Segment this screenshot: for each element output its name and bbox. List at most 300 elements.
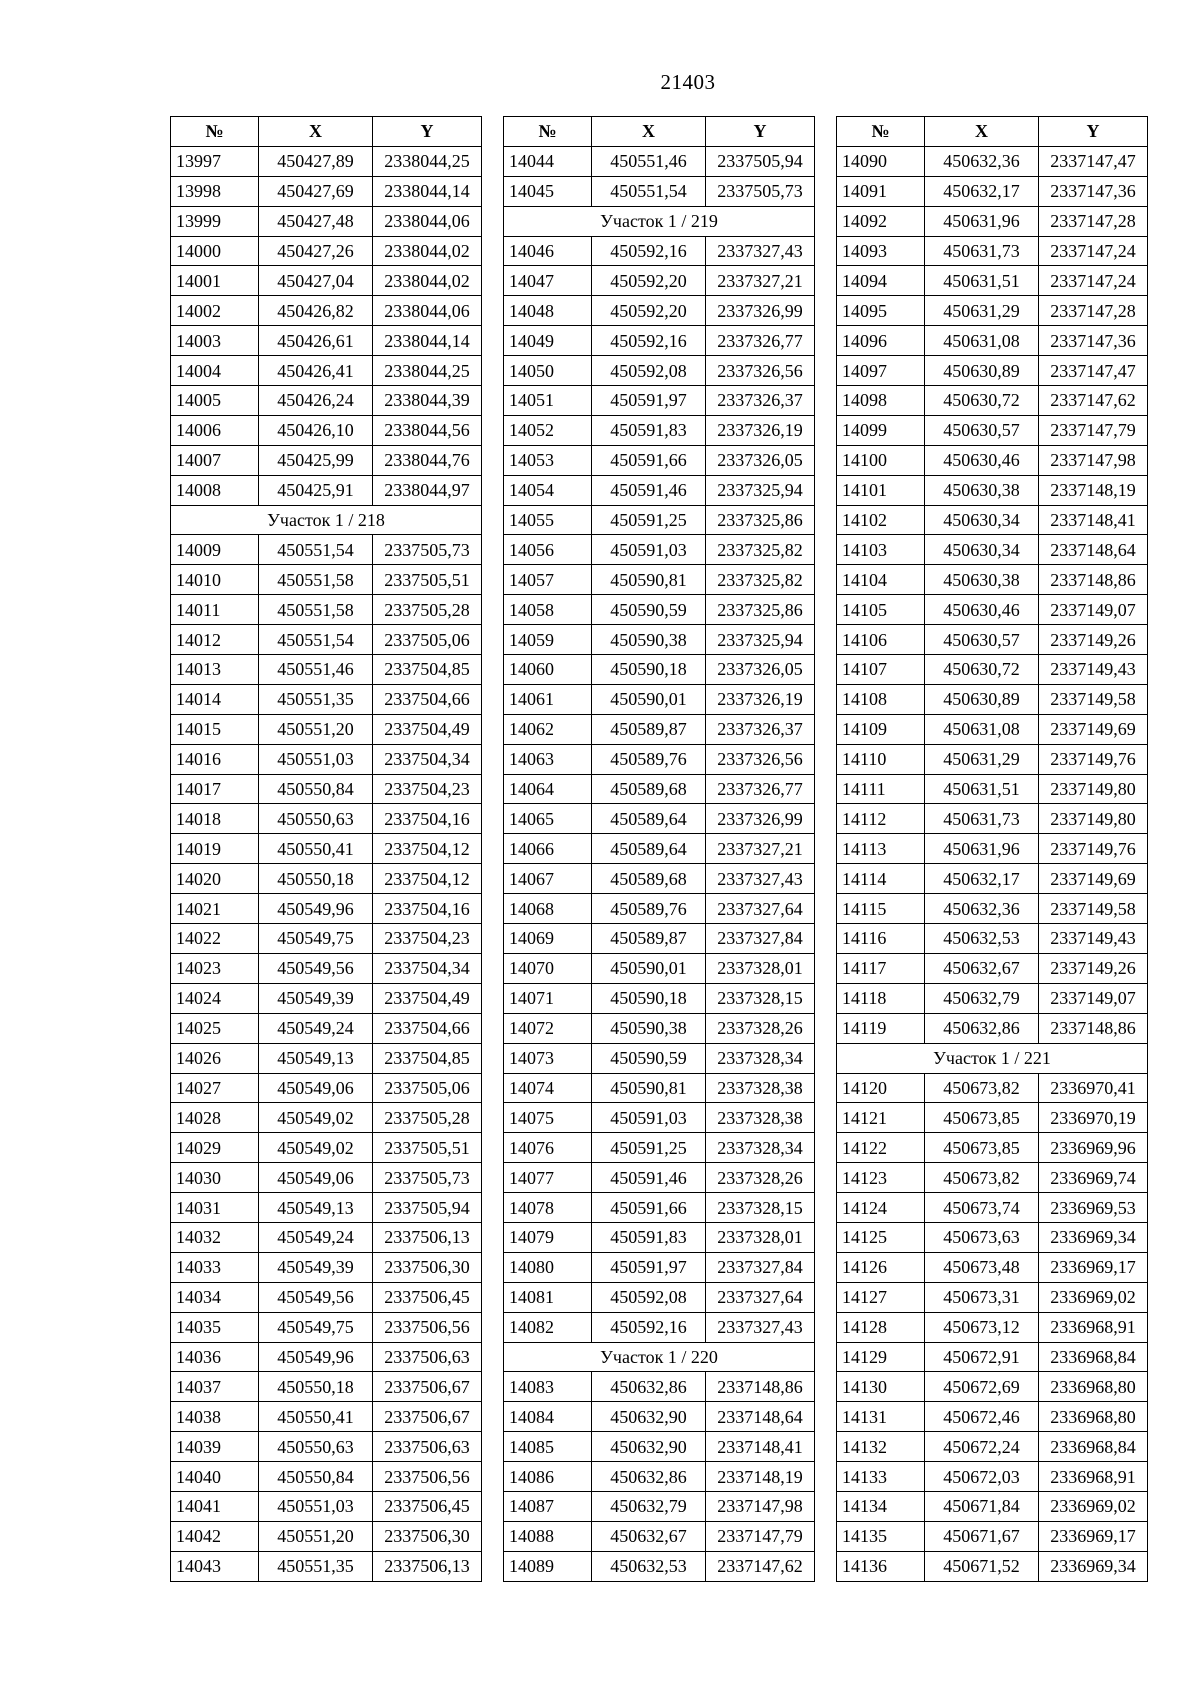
section-row bbox=[504, 1342, 815, 1372]
y-coordinate: 2337505,06 bbox=[373, 625, 482, 655]
y-coordinate: 2337326,99 bbox=[706, 296, 815, 326]
x-coordinate: 450632,53 bbox=[592, 1551, 706, 1581]
table-row bbox=[171, 834, 482, 864]
y-coordinate: 2336969,96 bbox=[1039, 1133, 1148, 1163]
table-row bbox=[171, 386, 482, 416]
y-coordinate: 2337504,85 bbox=[373, 1043, 482, 1073]
x-coordinate: 450630,72 bbox=[925, 386, 1039, 416]
table-row bbox=[504, 1491, 815, 1521]
point-number: 14129 bbox=[837, 1342, 925, 1372]
table-row bbox=[171, 565, 482, 595]
point-number: 14072 bbox=[504, 1013, 592, 1043]
table-row bbox=[504, 655, 815, 685]
point-number: 14052 bbox=[504, 415, 592, 445]
y-coordinate: 2337149,69 bbox=[1039, 714, 1148, 744]
y-coordinate: 2337149,07 bbox=[1039, 595, 1148, 625]
table-row bbox=[837, 505, 1148, 535]
point-number: 14046 bbox=[504, 236, 592, 266]
x-coordinate: 450551,54 bbox=[259, 535, 373, 565]
table-row bbox=[504, 1402, 815, 1432]
header-number: № bbox=[837, 117, 925, 147]
point-number: 14029 bbox=[171, 1133, 259, 1163]
table-row bbox=[504, 1193, 815, 1223]
x-coordinate: 450425,91 bbox=[259, 475, 373, 505]
point-number: 14126 bbox=[837, 1252, 925, 1282]
point-number: 14060 bbox=[504, 655, 592, 685]
point-number: 14123 bbox=[837, 1163, 925, 1193]
y-coordinate: 2337147,24 bbox=[1039, 266, 1148, 296]
x-coordinate: 450549,24 bbox=[259, 1222, 373, 1252]
table-row bbox=[171, 1372, 482, 1402]
point-number: 14124 bbox=[837, 1193, 925, 1223]
table-row bbox=[171, 176, 482, 206]
point-number: 14034 bbox=[171, 1282, 259, 1312]
table-row bbox=[504, 415, 815, 445]
table-row bbox=[837, 146, 1148, 176]
x-coordinate: 450549,24 bbox=[259, 1013, 373, 1043]
x-coordinate: 450550,18 bbox=[259, 1372, 373, 1402]
x-coordinate: 450630,34 bbox=[925, 505, 1039, 535]
point-number: 14127 bbox=[837, 1282, 925, 1312]
x-coordinate: 450592,08 bbox=[592, 356, 706, 386]
x-coordinate: 450551,54 bbox=[592, 176, 706, 206]
table-row bbox=[504, 1133, 815, 1163]
point-number: 14102 bbox=[837, 505, 925, 535]
section-title: Участок 1 / 219 bbox=[504, 206, 815, 236]
point-number: 14103 bbox=[837, 535, 925, 565]
x-coordinate: 450591,83 bbox=[592, 1222, 706, 1252]
x-coordinate: 450632,90 bbox=[592, 1402, 706, 1432]
table-row bbox=[504, 1103, 815, 1133]
point-number: 14004 bbox=[171, 356, 259, 386]
y-coordinate: 2338044,25 bbox=[373, 146, 482, 176]
table-row bbox=[171, 684, 482, 714]
header-x: X bbox=[925, 117, 1039, 147]
table-body bbox=[171, 146, 482, 1581]
x-coordinate: 450549,75 bbox=[259, 1312, 373, 1342]
point-number: 14109 bbox=[837, 714, 925, 744]
table-row bbox=[837, 834, 1148, 864]
y-coordinate: 2337506,13 bbox=[373, 1222, 482, 1252]
y-coordinate: 2337147,28 bbox=[1039, 206, 1148, 236]
x-coordinate: 450549,02 bbox=[259, 1133, 373, 1163]
x-coordinate: 450589,76 bbox=[592, 744, 706, 774]
y-coordinate: 2337149,43 bbox=[1039, 924, 1148, 954]
y-coordinate: 2336968,84 bbox=[1039, 1342, 1148, 1372]
point-number: 14059 bbox=[504, 625, 592, 655]
x-coordinate: 450632,79 bbox=[925, 983, 1039, 1013]
point-number: 14094 bbox=[837, 266, 925, 296]
table-row bbox=[171, 655, 482, 685]
y-coordinate: 2337149,80 bbox=[1039, 804, 1148, 834]
y-coordinate: 2337326,77 bbox=[706, 326, 815, 356]
header-y: Y bbox=[706, 117, 815, 147]
x-coordinate: 450426,41 bbox=[259, 356, 373, 386]
point-number: 14058 bbox=[504, 595, 592, 625]
table-row bbox=[171, 774, 482, 804]
table-row bbox=[171, 625, 482, 655]
x-coordinate: 450592,16 bbox=[592, 236, 706, 266]
point-number: 14057 bbox=[504, 565, 592, 595]
x-coordinate: 450592,16 bbox=[592, 326, 706, 356]
point-number: 14066 bbox=[504, 834, 592, 864]
x-coordinate: 450630,89 bbox=[925, 356, 1039, 386]
table-row bbox=[837, 625, 1148, 655]
x-coordinate: 450632,36 bbox=[925, 146, 1039, 176]
table-body bbox=[837, 146, 1148, 1581]
point-number: 14025 bbox=[171, 1013, 259, 1043]
x-coordinate: 450591,66 bbox=[592, 445, 706, 475]
y-coordinate: 2337326,56 bbox=[706, 744, 815, 774]
point-number: 14039 bbox=[171, 1432, 259, 1462]
y-coordinate: 2336969,34 bbox=[1039, 1551, 1148, 1581]
header-number: № bbox=[171, 117, 259, 147]
y-coordinate: 2337506,45 bbox=[373, 1491, 482, 1521]
table-row bbox=[171, 1163, 482, 1193]
x-coordinate: 450673,85 bbox=[925, 1133, 1039, 1163]
table-header-row bbox=[171, 117, 482, 147]
point-number: 14056 bbox=[504, 535, 592, 565]
header-y: Y bbox=[1039, 117, 1148, 147]
point-number: 14076 bbox=[504, 1133, 592, 1163]
x-coordinate: 450549,02 bbox=[259, 1103, 373, 1133]
point-number: 14087 bbox=[504, 1491, 592, 1521]
y-coordinate: 2337148,19 bbox=[706, 1462, 815, 1492]
y-coordinate: 2337148,86 bbox=[706, 1372, 815, 1402]
table-row bbox=[837, 296, 1148, 326]
point-number: 14022 bbox=[171, 924, 259, 954]
point-number: 14027 bbox=[171, 1073, 259, 1103]
x-coordinate: 450551,35 bbox=[259, 1551, 373, 1581]
y-coordinate: 2337505,28 bbox=[373, 595, 482, 625]
x-coordinate: 450549,39 bbox=[259, 1252, 373, 1282]
x-coordinate: 450592,16 bbox=[592, 1312, 706, 1342]
table-row bbox=[504, 894, 815, 924]
table-row bbox=[837, 1103, 1148, 1133]
x-coordinate: 450632,36 bbox=[925, 894, 1039, 924]
table-row bbox=[504, 983, 815, 1013]
x-coordinate: 450673,82 bbox=[925, 1073, 1039, 1103]
x-coordinate: 450591,83 bbox=[592, 415, 706, 445]
table-row bbox=[837, 1372, 1148, 1402]
y-coordinate: 2337328,26 bbox=[706, 1163, 815, 1193]
point-number: 14117 bbox=[837, 953, 925, 983]
x-coordinate: 450551,46 bbox=[592, 146, 706, 176]
x-coordinate: 450549,96 bbox=[259, 894, 373, 924]
x-coordinate: 450630,57 bbox=[925, 625, 1039, 655]
point-number: 14071 bbox=[504, 983, 592, 1013]
y-coordinate: 2337149,76 bbox=[1039, 744, 1148, 774]
x-coordinate: 450551,35 bbox=[259, 684, 373, 714]
x-coordinate: 450589,87 bbox=[592, 924, 706, 954]
y-coordinate: 2336969,17 bbox=[1039, 1252, 1148, 1282]
point-number: 13998 bbox=[171, 176, 259, 206]
x-coordinate: 450632,67 bbox=[925, 953, 1039, 983]
x-coordinate: 450591,46 bbox=[592, 1163, 706, 1193]
point-number: 14051 bbox=[504, 386, 592, 416]
x-coordinate: 450632,53 bbox=[925, 924, 1039, 954]
x-coordinate: 450427,04 bbox=[259, 266, 373, 296]
table-row bbox=[837, 176, 1148, 206]
y-coordinate: 2337327,21 bbox=[706, 834, 815, 864]
y-coordinate: 2337328,38 bbox=[706, 1103, 815, 1133]
table-row bbox=[837, 983, 1148, 1013]
y-coordinate: 2336969,02 bbox=[1039, 1282, 1148, 1312]
x-coordinate: 450590,38 bbox=[592, 1013, 706, 1043]
point-number: 14048 bbox=[504, 296, 592, 326]
y-coordinate: 2337504,23 bbox=[373, 924, 482, 954]
table-row bbox=[171, 1043, 482, 1073]
point-number: 14015 bbox=[171, 714, 259, 744]
table-header-row bbox=[837, 117, 1148, 147]
y-coordinate: 2337148,86 bbox=[1039, 1013, 1148, 1043]
point-number: 14112 bbox=[837, 804, 925, 834]
x-coordinate: 450590,81 bbox=[592, 1073, 706, 1103]
point-number: 14077 bbox=[504, 1163, 592, 1193]
table-row bbox=[837, 684, 1148, 714]
table-row bbox=[171, 953, 482, 983]
y-coordinate: 2338044,06 bbox=[373, 296, 482, 326]
point-number: 14014 bbox=[171, 684, 259, 714]
x-coordinate: 450592,08 bbox=[592, 1282, 706, 1312]
x-coordinate: 450673,74 bbox=[925, 1193, 1039, 1223]
table-row bbox=[837, 1312, 1148, 1342]
point-number: 14003 bbox=[171, 326, 259, 356]
y-coordinate: 2337504,85 bbox=[373, 655, 482, 685]
point-number: 14096 bbox=[837, 326, 925, 356]
table-row bbox=[837, 774, 1148, 804]
x-coordinate: 450551,20 bbox=[259, 714, 373, 744]
y-coordinate: 2336968,80 bbox=[1039, 1402, 1148, 1432]
table-row bbox=[504, 744, 815, 774]
table-row bbox=[837, 744, 1148, 774]
y-coordinate: 2337506,45 bbox=[373, 1282, 482, 1312]
y-coordinate: 2337505,73 bbox=[373, 1163, 482, 1193]
point-number: 14019 bbox=[171, 834, 259, 864]
header-x: X bbox=[592, 117, 706, 147]
point-number: 14093 bbox=[837, 236, 925, 266]
point-number: 14114 bbox=[837, 864, 925, 894]
point-number: 14084 bbox=[504, 1402, 592, 1432]
x-coordinate: 450630,38 bbox=[925, 565, 1039, 595]
y-coordinate: 2337147,79 bbox=[706, 1521, 815, 1551]
y-coordinate: 2337328,26 bbox=[706, 1013, 815, 1043]
table-row bbox=[171, 356, 482, 386]
x-coordinate: 450631,73 bbox=[925, 804, 1039, 834]
y-coordinate: 2337506,63 bbox=[373, 1432, 482, 1462]
x-coordinate: 450631,96 bbox=[925, 834, 1039, 864]
point-number: 14054 bbox=[504, 475, 592, 505]
table-row bbox=[504, 1073, 815, 1103]
x-coordinate: 450589,68 bbox=[592, 774, 706, 804]
point-number: 14092 bbox=[837, 206, 925, 236]
table-row bbox=[837, 1073, 1148, 1103]
point-number: 14130 bbox=[837, 1372, 925, 1402]
y-coordinate: 2337506,63 bbox=[373, 1342, 482, 1372]
y-coordinate: 2337148,64 bbox=[1039, 535, 1148, 565]
x-coordinate: 450426,82 bbox=[259, 296, 373, 326]
x-coordinate: 450671,67 bbox=[925, 1521, 1039, 1551]
y-coordinate: 2338044,39 bbox=[373, 386, 482, 416]
point-number: 14122 bbox=[837, 1133, 925, 1163]
table-row bbox=[504, 1432, 815, 1462]
point-number: 14010 bbox=[171, 565, 259, 595]
x-coordinate: 450550,41 bbox=[259, 1402, 373, 1432]
y-coordinate: 2336968,91 bbox=[1039, 1462, 1148, 1492]
x-coordinate: 450631,08 bbox=[925, 714, 1039, 744]
point-number: 14098 bbox=[837, 386, 925, 416]
x-coordinate: 450590,01 bbox=[592, 684, 706, 714]
x-coordinate: 450591,03 bbox=[592, 535, 706, 565]
table-row bbox=[837, 1222, 1148, 1252]
point-number: 14118 bbox=[837, 983, 925, 1013]
table-row bbox=[504, 953, 815, 983]
y-coordinate: 2337504,49 bbox=[373, 714, 482, 744]
point-number: 14023 bbox=[171, 953, 259, 983]
table-row bbox=[171, 445, 482, 475]
point-number: 14120 bbox=[837, 1073, 925, 1103]
table-row bbox=[837, 266, 1148, 296]
y-coordinate: 2337326,37 bbox=[706, 714, 815, 744]
x-coordinate: 450631,29 bbox=[925, 296, 1039, 326]
x-coordinate: 450550,63 bbox=[259, 804, 373, 834]
y-coordinate: 2338044,14 bbox=[373, 176, 482, 206]
table-row bbox=[504, 684, 815, 714]
y-coordinate: 2336969,53 bbox=[1039, 1193, 1148, 1223]
y-coordinate: 2337149,58 bbox=[1039, 894, 1148, 924]
x-coordinate: 450672,91 bbox=[925, 1342, 1039, 1372]
y-coordinate: 2337149,43 bbox=[1039, 655, 1148, 685]
point-number: 14031 bbox=[171, 1193, 259, 1223]
table-row bbox=[837, 1013, 1148, 1043]
table-row bbox=[504, 924, 815, 954]
y-coordinate: 2338044,25 bbox=[373, 356, 482, 386]
table-row bbox=[504, 1521, 815, 1551]
y-coordinate: 2337326,77 bbox=[706, 774, 815, 804]
y-coordinate: 2337506,56 bbox=[373, 1312, 482, 1342]
y-coordinate: 2337147,79 bbox=[1039, 415, 1148, 445]
point-number: 14107 bbox=[837, 655, 925, 685]
x-coordinate: 450551,54 bbox=[259, 625, 373, 655]
point-number: 14106 bbox=[837, 625, 925, 655]
point-number: 14110 bbox=[837, 744, 925, 774]
y-coordinate: 2337326,05 bbox=[706, 445, 815, 475]
point-number: 14125 bbox=[837, 1222, 925, 1252]
x-coordinate: 450630,38 bbox=[925, 475, 1039, 505]
y-coordinate: 2337504,66 bbox=[373, 1013, 482, 1043]
point-number: 14086 bbox=[504, 1462, 592, 1492]
point-number: 14068 bbox=[504, 894, 592, 924]
x-coordinate: 450630,72 bbox=[925, 655, 1039, 685]
table-row bbox=[504, 236, 815, 266]
point-number: 14037 bbox=[171, 1372, 259, 1402]
point-number: 14108 bbox=[837, 684, 925, 714]
x-coordinate: 450592,20 bbox=[592, 296, 706, 326]
point-number: 14082 bbox=[504, 1312, 592, 1342]
y-coordinate: 2337326,19 bbox=[706, 415, 815, 445]
point-number: 14002 bbox=[171, 296, 259, 326]
x-coordinate: 450425,99 bbox=[259, 445, 373, 475]
table-row bbox=[171, 1342, 482, 1372]
point-number: 14135 bbox=[837, 1521, 925, 1551]
point-number: 14088 bbox=[504, 1521, 592, 1551]
point-number: 14006 bbox=[171, 415, 259, 445]
y-coordinate: 2337326,37 bbox=[706, 386, 815, 416]
section-row bbox=[837, 1043, 1148, 1073]
x-coordinate: 450630,46 bbox=[925, 445, 1039, 475]
point-number: 14011 bbox=[171, 595, 259, 625]
x-coordinate: 450426,10 bbox=[259, 415, 373, 445]
point-number: 14115 bbox=[837, 894, 925, 924]
table-row bbox=[837, 475, 1148, 505]
x-coordinate: 450550,63 bbox=[259, 1432, 373, 1462]
y-coordinate: 2337506,67 bbox=[373, 1402, 482, 1432]
point-number: 14121 bbox=[837, 1103, 925, 1133]
x-coordinate: 450591,66 bbox=[592, 1193, 706, 1223]
point-number: 14091 bbox=[837, 176, 925, 206]
y-coordinate: 2337328,01 bbox=[706, 1222, 815, 1252]
table-row bbox=[171, 266, 482, 296]
y-coordinate: 2337327,84 bbox=[706, 924, 815, 954]
y-coordinate: 2337327,84 bbox=[706, 1252, 815, 1282]
y-coordinate: 2336968,91 bbox=[1039, 1312, 1148, 1342]
table-row bbox=[504, 296, 815, 326]
table-row bbox=[504, 595, 815, 625]
y-coordinate: 2337326,99 bbox=[706, 804, 815, 834]
x-coordinate: 450427,69 bbox=[259, 176, 373, 206]
x-coordinate: 450427,26 bbox=[259, 236, 373, 266]
x-coordinate: 450426,24 bbox=[259, 386, 373, 416]
x-coordinate: 450673,63 bbox=[925, 1222, 1039, 1252]
y-coordinate: 2336969,02 bbox=[1039, 1491, 1148, 1521]
y-coordinate: 2337505,51 bbox=[373, 565, 482, 595]
y-coordinate: 2336970,19 bbox=[1039, 1103, 1148, 1133]
table-row bbox=[504, 445, 815, 475]
y-coordinate: 2336969,74 bbox=[1039, 1163, 1148, 1193]
x-coordinate: 450551,03 bbox=[259, 744, 373, 774]
x-coordinate: 450591,97 bbox=[592, 386, 706, 416]
point-number: 14070 bbox=[504, 953, 592, 983]
x-coordinate: 450673,85 bbox=[925, 1103, 1039, 1133]
table-row bbox=[504, 475, 815, 505]
point-number: 14030 bbox=[171, 1163, 259, 1193]
header-y: Y bbox=[373, 117, 482, 147]
x-coordinate: 450550,84 bbox=[259, 774, 373, 804]
point-number: 14028 bbox=[171, 1103, 259, 1133]
point-number: 14100 bbox=[837, 445, 925, 475]
point-number: 14044 bbox=[504, 146, 592, 176]
point-number: 14007 bbox=[171, 445, 259, 475]
y-coordinate: 2337506,30 bbox=[373, 1252, 482, 1282]
x-coordinate: 450672,46 bbox=[925, 1402, 1039, 1432]
x-coordinate: 450630,57 bbox=[925, 415, 1039, 445]
point-number: 14016 bbox=[171, 744, 259, 774]
x-coordinate: 450549,96 bbox=[259, 1342, 373, 1372]
point-number: 14035 bbox=[171, 1312, 259, 1342]
y-coordinate: 2337504,66 bbox=[373, 684, 482, 714]
table-row bbox=[837, 655, 1148, 685]
table-row bbox=[171, 894, 482, 924]
y-coordinate: 2337325,82 bbox=[706, 565, 815, 595]
point-number: 14131 bbox=[837, 1402, 925, 1432]
x-coordinate: 450673,31 bbox=[925, 1282, 1039, 1312]
x-coordinate: 450549,06 bbox=[259, 1073, 373, 1103]
x-coordinate: 450632,79 bbox=[592, 1491, 706, 1521]
x-coordinate: 450671,52 bbox=[925, 1551, 1039, 1581]
x-coordinate: 450591,25 bbox=[592, 1133, 706, 1163]
table-row bbox=[837, 953, 1148, 983]
y-coordinate: 2336968,84 bbox=[1039, 1432, 1148, 1462]
